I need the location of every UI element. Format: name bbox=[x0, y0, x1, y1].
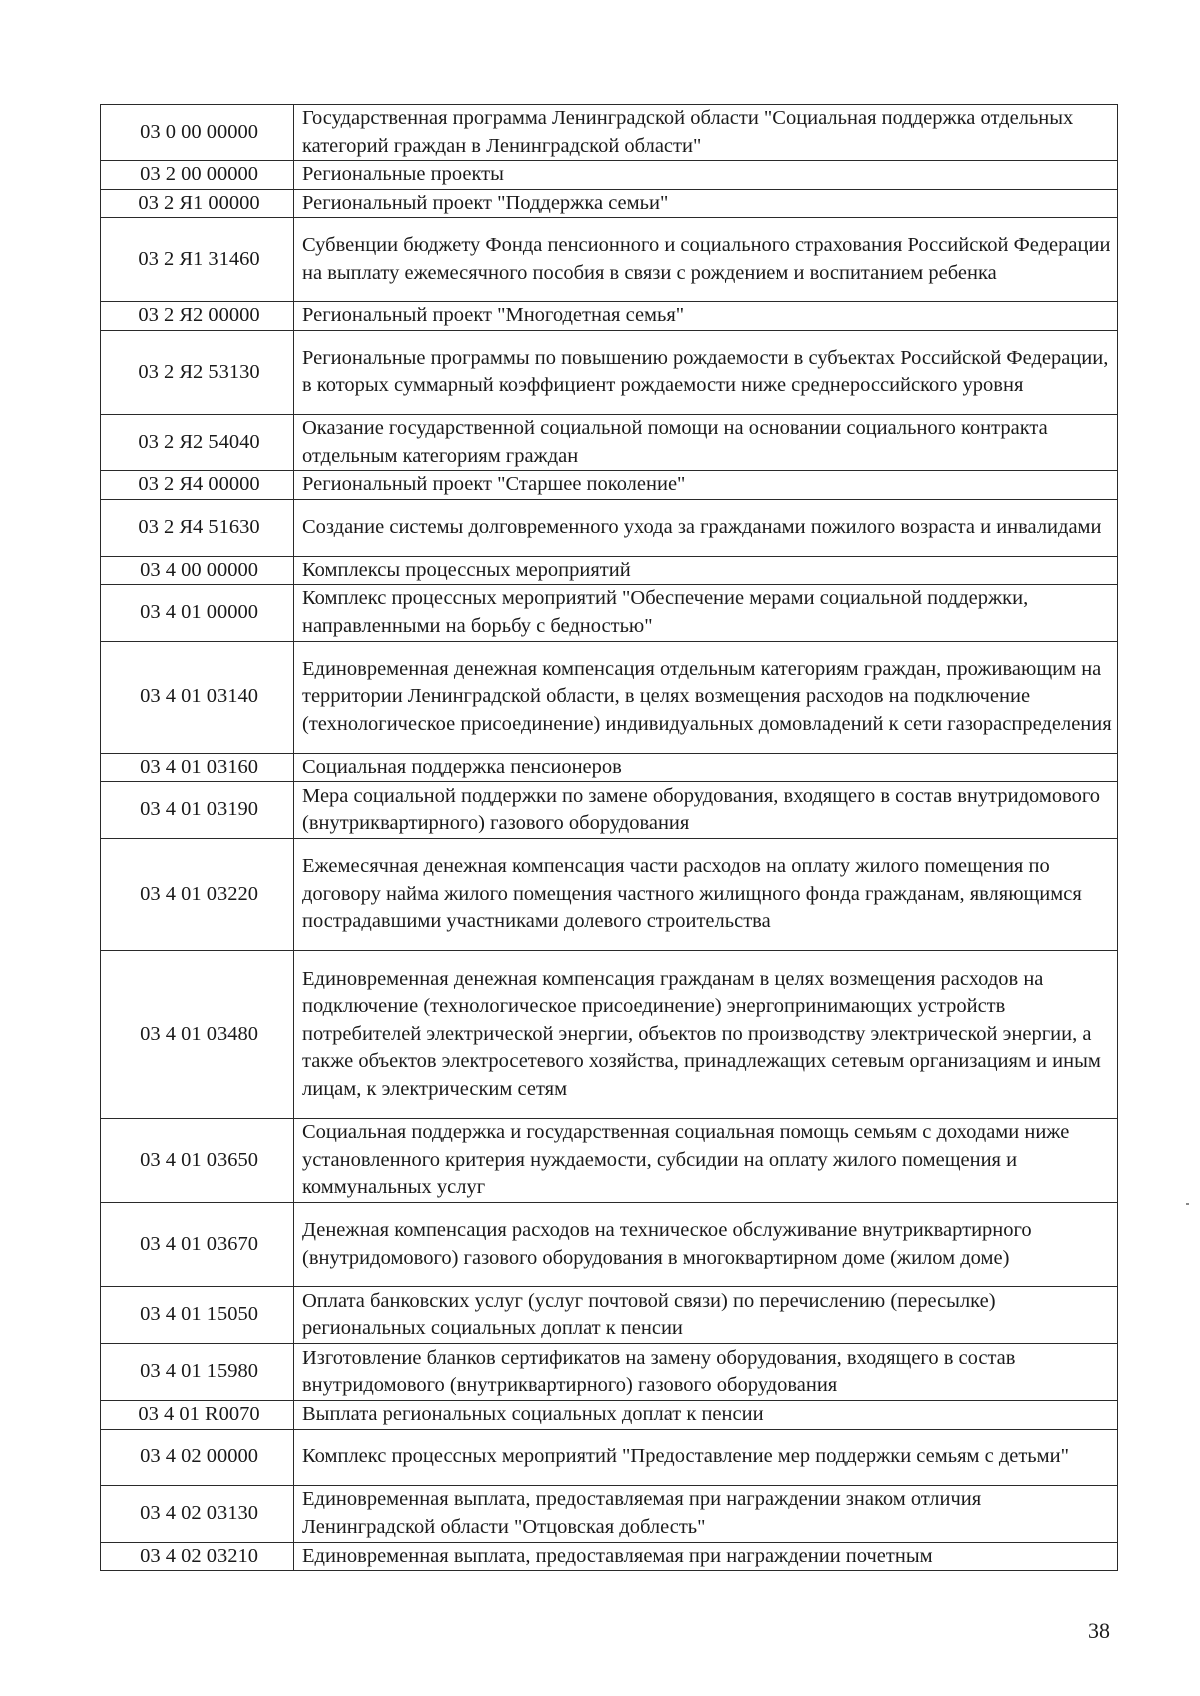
code-cell: 03 4 00 00000 bbox=[101, 556, 294, 585]
name-cell: Единовременная денежная компенсация отдельным категориям граждан, проживающим на территории Ленинградской области, в целях возмещения расходов на подключение (технологическое присоединение) индивидуальных домовладений к сети газораспределения bbox=[294, 641, 1118, 753]
code-cell: 03 4 01 03480 bbox=[101, 951, 294, 1119]
code-cell: 03 4 01 00000 bbox=[101, 585, 294, 641]
name-cell: Комплекс процессных мероприятий "Предоставление мер поддержки семьям с детьми" bbox=[294, 1429, 1118, 1485]
scan-artifact bbox=[1186, 1203, 1189, 1205]
name-cell: Региональные проекты bbox=[294, 161, 1118, 190]
table-row bbox=[101, 753, 1118, 782]
table-row bbox=[101, 782, 1118, 839]
name-cell: Единовременная выплата, предоставляемая при награждении почетным bbox=[294, 1542, 1118, 1571]
code-cell: 03 4 02 00000 bbox=[101, 1429, 294, 1485]
code-cell: 03 4 01 03650 bbox=[101, 1119, 294, 1203]
code-cell: 03 2 Я2 53130 bbox=[101, 330, 294, 414]
table-row bbox=[101, 105, 1118, 161]
table-row bbox=[101, 1119, 1118, 1203]
table-body bbox=[101, 105, 1118, 1571]
code-cell: 03 2 Я4 00000 bbox=[101, 471, 294, 500]
table-row bbox=[101, 414, 1118, 470]
name-cell: Изготовление бланков сертификатов на замену оборудования, входящего в состав внутридомового (внутриквартирного) газового оборудования bbox=[294, 1344, 1118, 1401]
code-cell: 03 2 Я1 31460 bbox=[101, 218, 294, 302]
name-cell: Социальная поддержка и государственная социальная помощь семьям с доходами ниже установленного критерия нуждаемости, субсидии на оплату жилого помещения и коммунальных услуг bbox=[294, 1119, 1118, 1203]
table-row bbox=[101, 330, 1118, 414]
name-cell: Субвенции бюджету Фонда пенсионного и социального страхования Российской Федерации на выплату ежемесячного пособия в связи с рождением и воспитанием ребенка bbox=[294, 218, 1118, 302]
name-cell: Денежная компенсация расходов на техническое обслуживание внутриквартирного (внутридомового) газового оборудования в многоквартирном доме (жилом доме) bbox=[294, 1203, 1118, 1287]
name-cell: Выплата региональных социальных доплат к пенсии bbox=[294, 1401, 1118, 1430]
code-cell: 03 4 01 03160 bbox=[101, 753, 294, 782]
name-cell: Единовременная выплата, предоставляемая при награждении знаком отличия Ленинградской области "Отцовская доблесть" bbox=[294, 1485, 1118, 1542]
table-row bbox=[101, 641, 1118, 753]
table-row bbox=[101, 1542, 1118, 1571]
table-row bbox=[101, 161, 1118, 190]
code-cell: 03 4 02 03130 bbox=[101, 1485, 294, 1542]
name-cell: Социальная поддержка пенсионеров bbox=[294, 753, 1118, 782]
table-row bbox=[101, 1203, 1118, 1287]
code-cell: 03 4 01 15050 bbox=[101, 1287, 294, 1344]
code-cell: 03 4 01 03220 bbox=[101, 839, 294, 951]
page-number: 38 bbox=[1088, 1618, 1110, 1643]
table-row bbox=[101, 1344, 1118, 1401]
name-cell: Региональные программы по повышению рождаемости в субъектах Российской Федерации, в которых суммарный коэффициент рождаемости ниже среднероссийского уровня bbox=[294, 330, 1118, 414]
name-cell: Государственная программа Ленинградской области "Социальная поддержка отдельных категорий граждан в Ленинградской области" bbox=[294, 105, 1118, 161]
table-row bbox=[101, 1429, 1118, 1485]
name-cell: Оказание государственной социальной помощи на основании социального контракта отдельным категориям граждан bbox=[294, 414, 1118, 470]
table-row bbox=[101, 951, 1118, 1119]
name-cell: Комплекс процессных мероприятий "Обеспечение мерами социальной поддержки, направленными на борьбу с бедностью" bbox=[294, 585, 1118, 641]
name-cell: Оплата банковских услуг (услуг почтовой связи) по перечислению (пересылке) региональных социальных доплат к пенсии bbox=[294, 1287, 1118, 1344]
code-cell: 03 4 01 03670 bbox=[101, 1203, 294, 1287]
table-row bbox=[101, 839, 1118, 951]
code-cell: 03 4 01 R0070 bbox=[101, 1401, 294, 1430]
table-row bbox=[101, 556, 1118, 585]
code-cell: 03 2 Я4 51630 bbox=[101, 499, 294, 556]
name-cell: Региональный проект "Старшее поколение" bbox=[294, 471, 1118, 500]
table-row bbox=[101, 302, 1118, 331]
code-cell: 03 2 Я1 00000 bbox=[101, 189, 294, 218]
table-row bbox=[101, 585, 1118, 641]
code-cell: 03 4 01 15980 bbox=[101, 1344, 294, 1401]
code-cell: 03 0 00 00000 bbox=[101, 105, 294, 161]
name-cell: Мера социальной поддержки по замене оборудования, входящего в состав внутридомового (внутриквартирного) газового оборудования bbox=[294, 782, 1118, 839]
table-row bbox=[101, 471, 1118, 500]
table-row bbox=[101, 218, 1118, 302]
name-cell: Региональный проект "Поддержка семьи" bbox=[294, 189, 1118, 218]
name-cell: Создание системы долговременного ухода за гражданами пожилого возраста и инвалидами bbox=[294, 499, 1118, 556]
table-row bbox=[101, 1401, 1118, 1430]
name-cell: Комплексы процессных мероприятий bbox=[294, 556, 1118, 585]
name-cell: Региональный проект "Многодетная семья" bbox=[294, 302, 1118, 331]
name-cell: Единовременная денежная компенсация гражданам в целях возмещения расходов на подключение (технологическое присоединение) энергопринимающих устройств потребителей электрической энергии, объектов по производству электрической энергии, а также объектов электросетевого хозяйства, принадлежащих сетевым организациям и иным лицам, к электрическим сетям bbox=[294, 951, 1118, 1119]
table-row bbox=[101, 1485, 1118, 1542]
budget-codes-table bbox=[100, 104, 1118, 1571]
code-cell: 03 2 Я2 54040 bbox=[101, 414, 294, 470]
code-cell: 03 4 01 03190 bbox=[101, 782, 294, 839]
code-cell: 03 2 00 00000 bbox=[101, 161, 294, 190]
name-cell: Ежемесячная денежная компенсация части расходов на оплату жилого помещения по договору найма жилого помещения частного жилищного фонда гражданам, являющимся пострадавшими участниками долевого строительства bbox=[294, 839, 1118, 951]
code-cell: 03 4 02 03210 bbox=[101, 1542, 294, 1571]
table-row bbox=[101, 499, 1118, 556]
table-row bbox=[101, 189, 1118, 218]
code-cell: 03 4 01 03140 bbox=[101, 641, 294, 753]
code-cell: 03 2 Я2 00000 bbox=[101, 302, 294, 331]
table-row bbox=[101, 1287, 1118, 1344]
